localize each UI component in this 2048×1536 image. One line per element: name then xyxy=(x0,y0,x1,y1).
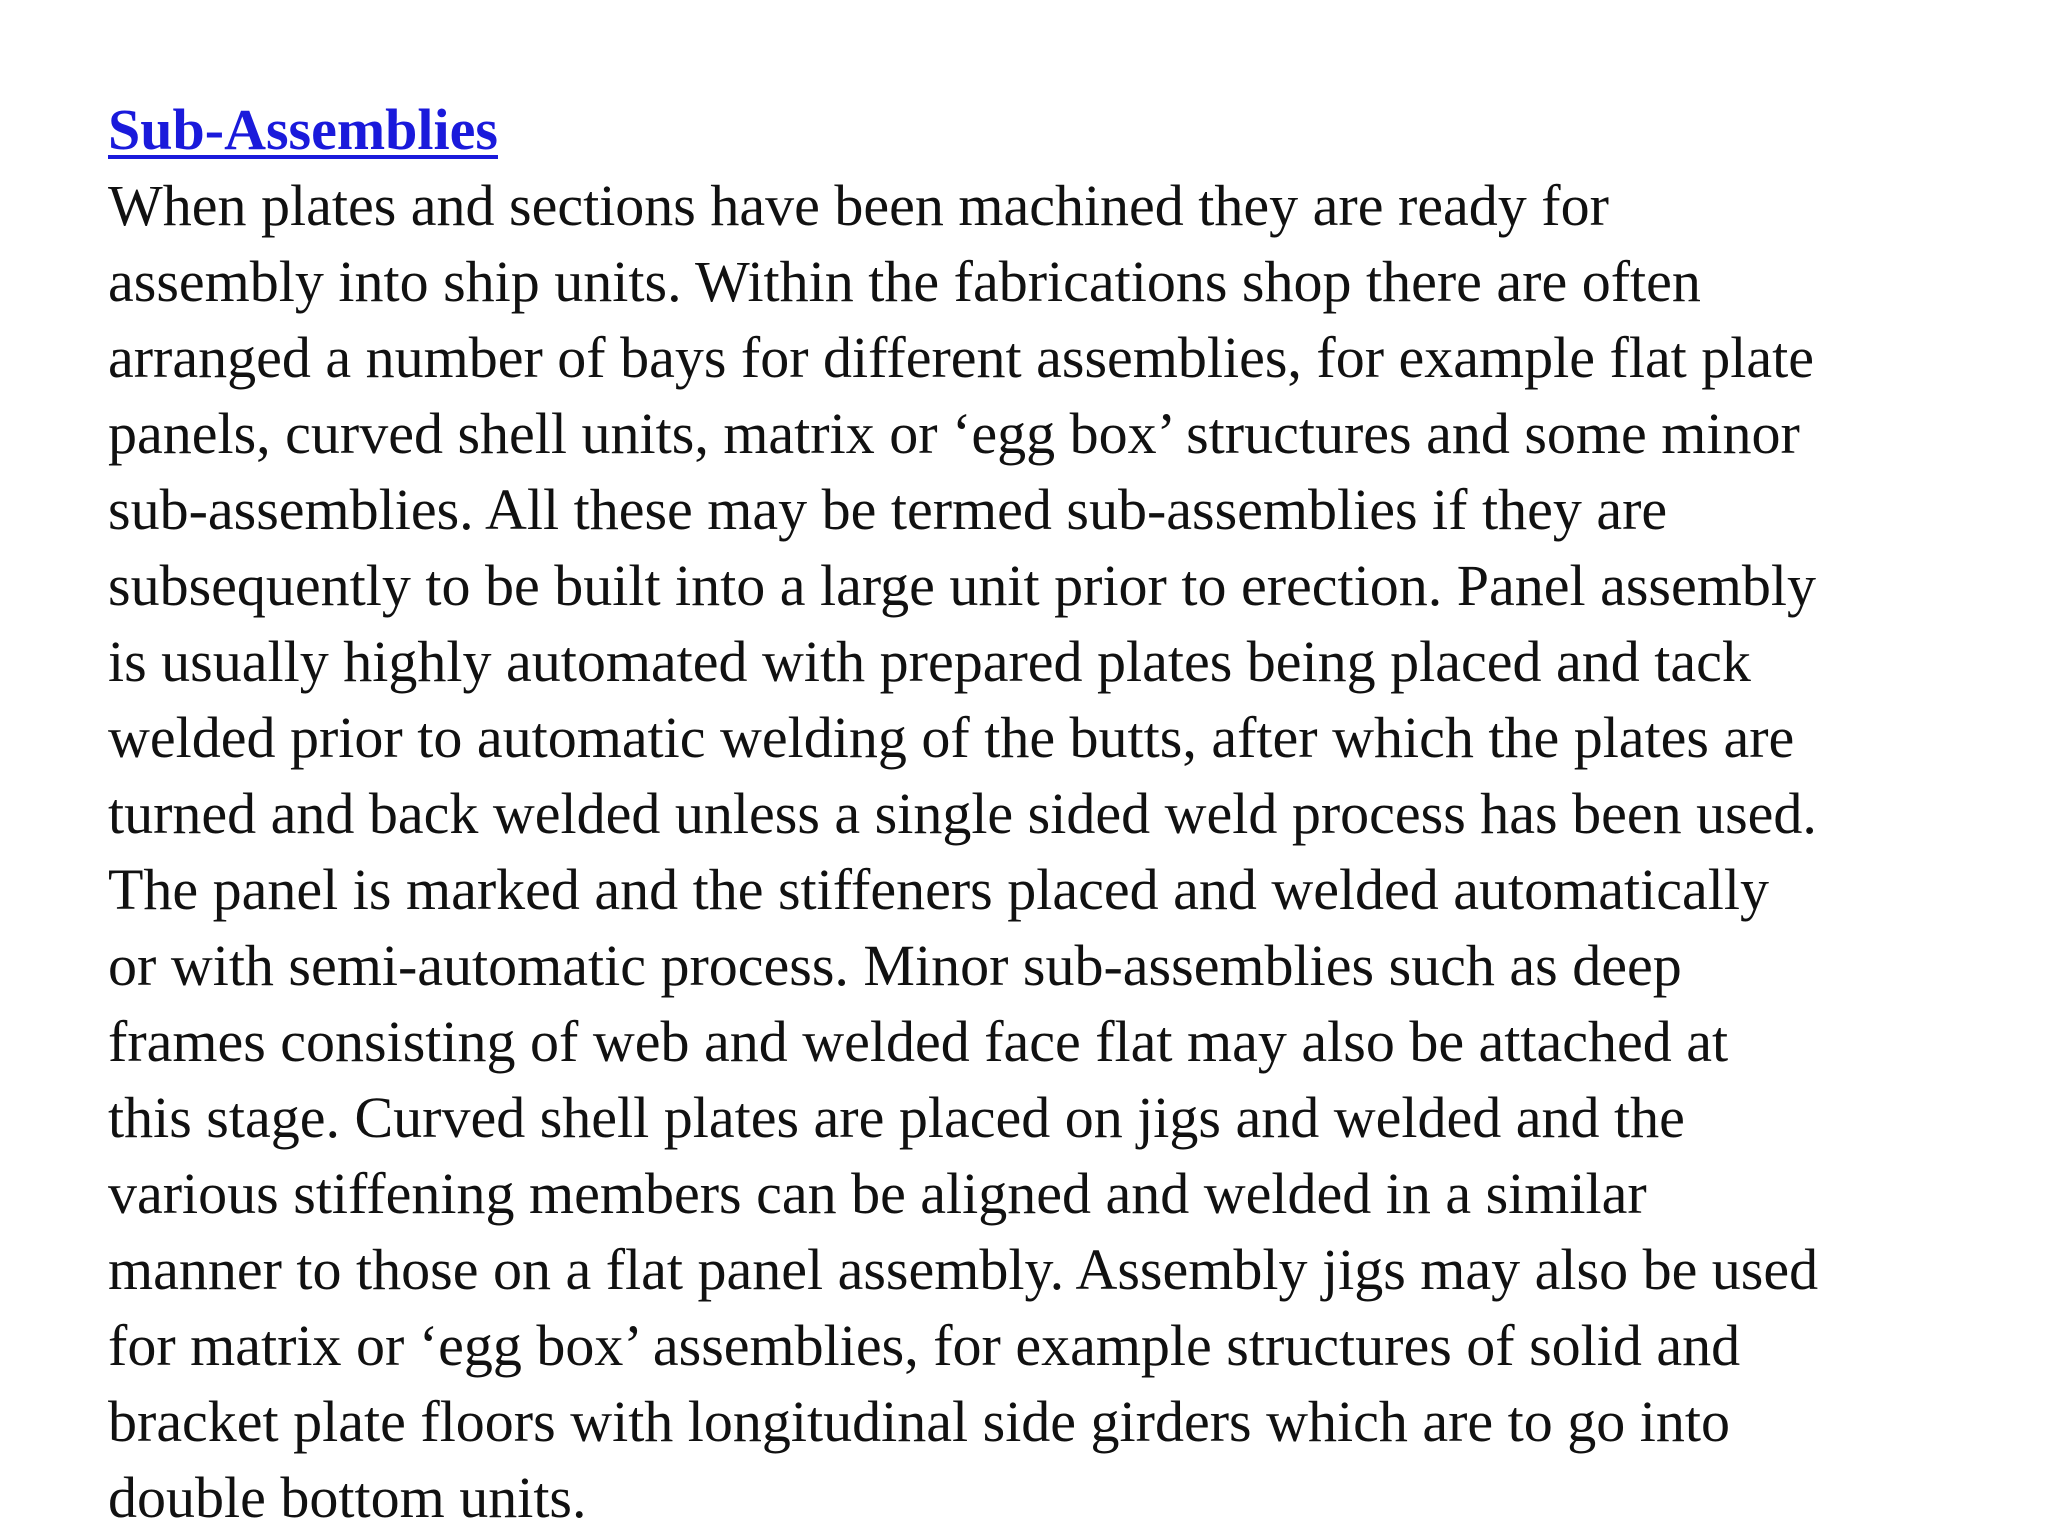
paragraph-line: subsequently to be built into a large unit prior to erection. Panel assembly xyxy=(108,553,1816,618)
paragraph-line: arranged a number of bays for different assemblies, for example flat plate xyxy=(108,325,1815,390)
paragraph-line: sub-assemblies. All these may be termed sub-assemblies if they are xyxy=(108,477,1668,542)
paragraph-line: The panel is marked and the stiffeners placed and welded automatically xyxy=(108,857,1769,922)
paragraph-line: for matrix or ‘egg box’ assemblies, for example structures of solid and xyxy=(108,1313,1741,1378)
paragraph-line: is usually highly automated with prepared plates being placed and tack xyxy=(108,629,1751,694)
paragraph-line: welded prior to automatic welding of the butts, after which the plates are xyxy=(108,705,1795,770)
body-paragraph xyxy=(108,168,2008,1536)
paragraph-line: manner to those on a flat panel assembly. Assembly jigs may also be used xyxy=(108,1237,1819,1302)
paragraph-line: various stiffening members can be aligned and welded in a similar xyxy=(108,1161,1647,1226)
paragraph-line: this stage. Curved shell plates are placed on jigs and welded and the xyxy=(108,1085,1685,1150)
paragraph-line: turned and back welded unless a single sided weld process has been used. xyxy=(108,781,1817,846)
paragraph-line: or with semi-automatic process. Minor sub-assemblies such as deep xyxy=(108,933,1682,998)
section-heading-link[interactable]: Sub-Assemblies xyxy=(108,97,498,162)
paragraph-line: panels, curved shell units, matrix or ‘egg box’ structures and some minor xyxy=(108,401,1800,466)
paragraph-line: frames consisting of web and welded face flat may also be attached at xyxy=(108,1009,1729,1074)
document-page xyxy=(108,92,2008,1536)
paragraph-line: When plates and sections have been machined they are ready for xyxy=(108,173,1609,238)
paragraph-line: bracket plate floors with longitudinal side girders which are to go into xyxy=(108,1389,1730,1454)
paragraph-line: assembly into ship units. Within the fabrications shop there are often xyxy=(108,249,1701,314)
paragraph-line: double bottom units. xyxy=(108,1465,587,1530)
